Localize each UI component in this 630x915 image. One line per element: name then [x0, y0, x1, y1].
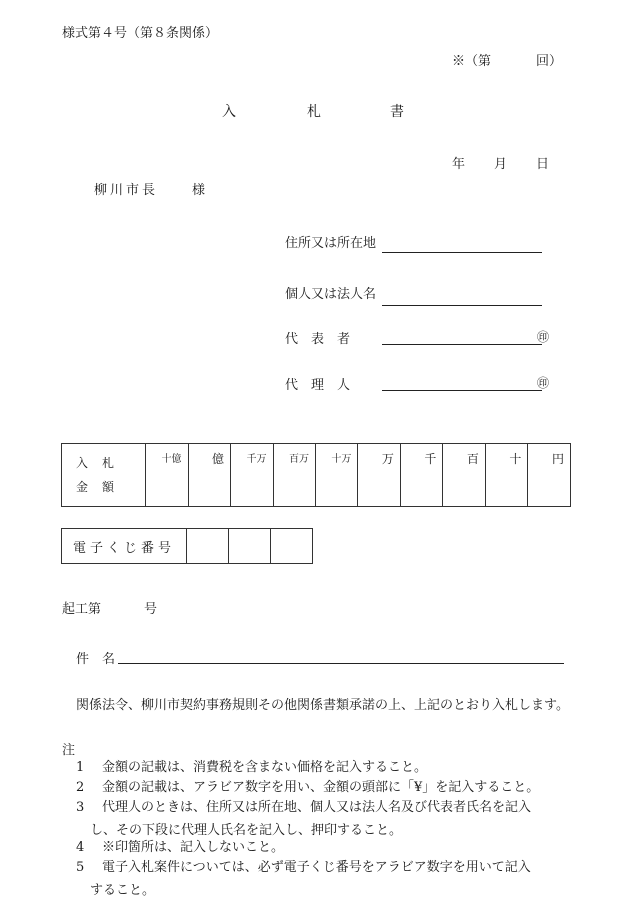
- note-item-1: [76, 759, 427, 776]
- note-text: 電子入札案件については、必ず電子くじ番号をアラビア数字を用いて記入: [102, 860, 531, 875]
- representative-seal-icon: ㊞: [537, 330, 550, 344]
- agent-seal-icon: ㊞: [537, 376, 550, 390]
- address-label: 住所又は所在地: [285, 236, 377, 251]
- bid-amount-label: [62, 444, 146, 507]
- count-prefix: ※（第: [452, 54, 492, 69]
- note-text: 金額の記載は、消費税を含まない価格を記入すること。: [102, 760, 428, 775]
- construction-suffix: 号: [144, 602, 158, 617]
- digit-cell-man[interactable]: 万: [358, 444, 401, 507]
- date-day: 日: [536, 157, 550, 172]
- kuji-box-3[interactable]: [271, 529, 313, 564]
- note-number: 1: [76, 760, 85, 775]
- form-number: 様式第４号（第８条関係）: [62, 26, 219, 41]
- note-number: 2: [76, 780, 85, 795]
- kuji-label: 電子くじ番号: [62, 529, 187, 564]
- note-number: 4: [76, 840, 85, 855]
- name-input-line[interactable]: [382, 305, 542, 306]
- date-month: 月: [494, 157, 508, 172]
- note-number: 5: [76, 860, 85, 875]
- bid-amount-label-line2: 金額: [76, 480, 129, 494]
- kuji-box-1[interactable]: [187, 529, 229, 564]
- name-label: 個人又は法人名: [285, 287, 377, 302]
- digit-cell-en[interactable]: 円: [528, 444, 571, 507]
- note-item-2: [76, 779, 539, 796]
- note-text: ※印箇所は、記入しないこと。: [102, 840, 285, 855]
- note-item-3-continuation: し、その下段に代理人氏名を記入し、押印すること。: [90, 823, 403, 838]
- agent-input-line[interactable]: [382, 390, 542, 391]
- digit-cell-hyaku[interactable]: 百: [443, 444, 486, 507]
- notes-heading: 注: [62, 743, 76, 758]
- title-char-3: 書: [390, 104, 404, 120]
- subject-label: 件 名: [76, 652, 116, 667]
- note-item-5: [76, 859, 531, 876]
- digit-cell-ju[interactable]: 十: [485, 444, 528, 507]
- digit-cell-juoku[interactable]: 十億: [146, 444, 188, 507]
- representative-label: 代 表 者: [285, 332, 351, 347]
- note-number: 3: [76, 800, 85, 815]
- bid-amount-label-line1: 入札: [76, 456, 129, 470]
- note-item-4: [76, 839, 284, 856]
- count-suffix: 回）: [536, 54, 563, 69]
- title-char-1: 入: [222, 104, 236, 120]
- addressee-name: 柳川市長: [94, 183, 159, 198]
- digit-cell-senman[interactable]: 千万: [231, 444, 273, 507]
- kuji-box-2[interactable]: [229, 529, 271, 564]
- agent-label: 代 理 人: [285, 378, 351, 393]
- digit-cell-juman[interactable]: 十万: [315, 444, 357, 507]
- date-year: 年: [452, 157, 466, 172]
- note-text: 代理人のときは、住所又は所在地、個人又は法人名及び代表者氏名を記入: [102, 800, 532, 815]
- addressee-honorific: 様: [192, 183, 206, 198]
- note-item-5-continuation: すること。: [90, 883, 156, 898]
- digit-cell-sen[interactable]: 千: [400, 444, 443, 507]
- note-text: 金額の記載は、アラビア数字を用い、金額の頭部に「¥」を記入すること。: [102, 780, 540, 795]
- bid-amount-table: [61, 443, 571, 507]
- digit-cell-hyakuman[interactable]: 百万: [273, 444, 315, 507]
- digit-cell-oku[interactable]: 億: [188, 444, 231, 507]
- address-input-line[interactable]: [382, 252, 542, 253]
- construction-prefix: 起工第: [62, 602, 102, 617]
- kuji-table: [61, 528, 313, 564]
- declaration-text: 関係法令、柳川市契約事務規則その他関係書類承諾の上、上記のとおり入札します。: [76, 698, 569, 713]
- representative-input-line[interactable]: [382, 344, 542, 345]
- note-item-3: [76, 799, 531, 816]
- title-char-2: 札: [307, 104, 321, 120]
- subject-input-line[interactable]: [118, 663, 564, 664]
